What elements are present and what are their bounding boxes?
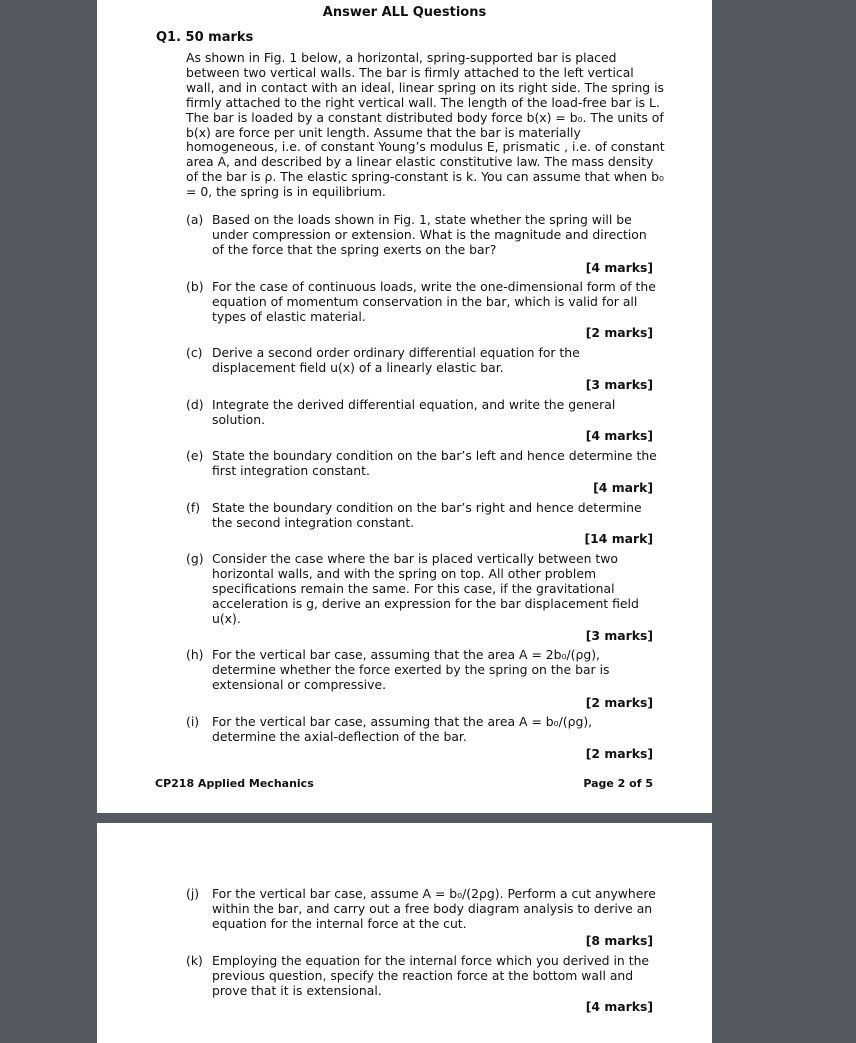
part-label: (c): [186, 345, 203, 360]
part-text: Integrate the derived differential equation, and write the general solution.: [212, 397, 616, 427]
part-h: [186, 647, 666, 692]
part-f: [186, 500, 666, 530]
part-g: [186, 551, 666, 626]
part-label: (j): [186, 886, 200, 901]
part-label: (d): [186, 397, 204, 412]
marks-h: [2 marks]: [585, 695, 653, 710]
marks-f: [14 mark]: [584, 531, 653, 546]
part-text: Based on the loads shown in Fig. 1, state whether the spring will be under compression or extension. What is the magnitude and direction of the force that the spring exerts on the bar?: [212, 212, 647, 257]
part-text: For the vertical bar case, assume A = b₀/(2ρg). Perform a cut anywhere within the bar, and carry out a free body diagram analysis to derive an equation for the internal force at the cut.: [212, 886, 656, 931]
marks-a: [4 marks]: [585, 260, 653, 275]
marks-j: [8 marks]: [585, 933, 653, 948]
marks-k: [4 marks]: [585, 999, 653, 1014]
page-1: [97, 0, 712, 813]
part-label: (b): [186, 279, 204, 294]
part-e: [186, 448, 666, 478]
page-header: Answer ALL Questions: [322, 5, 487, 20]
part-label: (g): [186, 551, 204, 566]
marks-i: [2 marks]: [585, 746, 653, 761]
part-text: For the vertical bar case, assuming that the area A = b₀/(ρg), determine the axial-deflection of the bar.: [212, 714, 593, 744]
part-c: [186, 345, 666, 375]
part-label: (a): [186, 212, 204, 227]
part-text: For the vertical bar case, assuming that the area A = 2b₀/(ρg), determine whether the force exerted by the spring on the bar is extensional or compressive.: [212, 647, 610, 692]
page-2: [97, 823, 712, 1043]
footer-page-number: Page 2 of 5: [583, 777, 653, 790]
part-k: [186, 953, 666, 998]
part-j: [186, 886, 666, 931]
part-text: Derive a second order ordinary differential equation for the displacement field u(x) of a linearly elastic bar.: [212, 345, 580, 375]
part-label: (h): [186, 647, 204, 662]
part-d: [186, 397, 666, 427]
marks-e: [4 mark]: [593, 480, 653, 495]
part-label: (e): [186, 448, 204, 463]
part-i: [186, 714, 666, 744]
part-b: [186, 279, 666, 324]
footer-course: CP218 Applied Mechanics: [155, 777, 314, 790]
marks-d: [4 marks]: [585, 428, 653, 443]
part-label: (k): [186, 953, 203, 968]
question-title: Q1. 50 marks: [156, 30, 254, 45]
part-text: For the case of continuous loads, write the one-dimensional form of the equation of momentum conservation in the bar, which is valid for all types of elastic material.: [212, 279, 656, 324]
marks-g: [3 marks]: [585, 628, 653, 643]
part-text: State the boundary condition on the bar’s left and hence determine the first integration constant.: [212, 448, 657, 478]
part-text: Consider the case where the bar is placed vertically between two horizontal walls, and with the spring on top. All other problem specifications remain the same. For this case, if the gravitational acceleration is g, derive an expression for the bar displacement field u(x).: [212, 551, 639, 626]
question-intro: As shown in Fig. 1 below, a horizontal, spring-supported bar is placed between two vertical walls. The bar is firmly attached to the left vertical wall, and in contact with an ideal, linear spring on its right side. The spring is firmly attached to the right vertical wall. The length of the load-free bar is L. The bar is loaded by a constant distributed body force b(x) = b₀. The units of b(x) are force per unit length. Assume that the bar is materially homogeneous, i.e. of constant Young’s modulus E, prismatic , i.e. of constant area A, and described by a linear elastic constitutive law. The mass density of the bar is ρ. The elastic spring-constant is k. You can assume that when b₀ = 0, the spring is in equilibrium.: [186, 50, 665, 200]
part-text: State the boundary condition on the bar’s right and hence determine the second integration constant.: [212, 500, 642, 530]
part-label: (f): [186, 500, 201, 515]
marks-c: [3 marks]: [585, 377, 653, 392]
part-label: (i): [186, 714, 200, 729]
part-a: [186, 212, 666, 257]
marks-b: [2 marks]: [585, 325, 653, 340]
part-text: Employing the equation for the internal force which you derived in the previous question, specify the reaction force at the bottom wall and prove that it is extensional.: [212, 953, 650, 998]
